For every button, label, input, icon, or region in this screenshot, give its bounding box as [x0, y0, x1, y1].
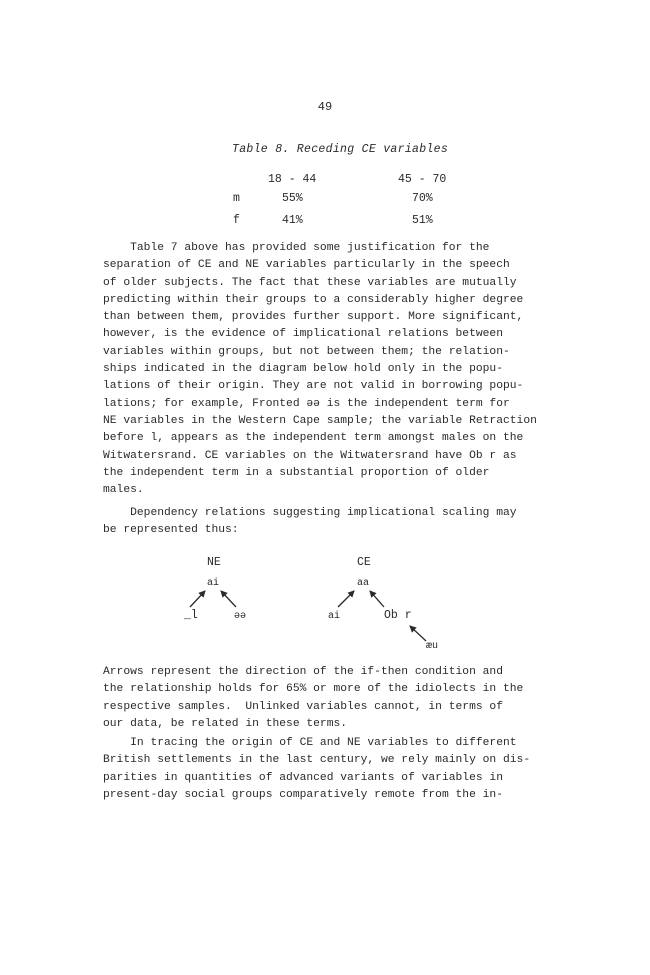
text-line: before l, appears as the independent term amongst males on the [103, 432, 524, 445]
text-line: be represented thus: [103, 524, 239, 537]
paragraph-4 [103, 735, 563, 804]
ce-top-variable: aa [357, 578, 370, 589]
text-line: respective samples. Unlinked variables cannot, in terms of [103, 700, 503, 713]
ce-bottom-variable: æu [426, 641, 439, 652]
page-number: 49 [317, 100, 333, 114]
ne-left-variable: _l [184, 609, 198, 622]
text-line: present-day social groups comparatively remote from the in- [103, 788, 503, 801]
text-line: NE variables in the Western Cape sample; the variable Retraction [103, 414, 537, 427]
text-line: variables within groups, but not between them; the relation- [103, 345, 510, 358]
table-caption: Table 8. Receding CE variables [232, 143, 449, 156]
text-line: Dependency relations suggesting implicational scaling may [103, 507, 517, 519]
text-line: of older subjects. The fact that these variables are mutually [103, 276, 517, 289]
text-line: our data, be related in these terms. [103, 717, 348, 730]
column-header: 45 - 70 [398, 173, 447, 186]
arrow [370, 591, 384, 607]
ne-label: NE [207, 556, 221, 569]
text-line: than between them, provides further support. More significant, [103, 311, 524, 324]
text-line: males. [103, 484, 144, 497]
text-line: In tracing the origin of CE and NE variables to different [103, 737, 517, 749]
column-header: 18 - 44 [268, 173, 317, 186]
text-line: lations; for example, Fronted əə is the independent term for [103, 397, 510, 410]
text-line: lations of their origin. They are not valid in borrowing popu- [103, 380, 524, 393]
text-line: however, is the evidence of implicational relations between [103, 328, 503, 341]
arrow [221, 591, 236, 607]
table-cell: 51% [412, 214, 433, 227]
text-line: separation of CE and NE variables particularly in the speech [103, 259, 510, 272]
ce-left-variable: ai [328, 611, 341, 622]
ce-label: CE [357, 556, 371, 569]
text-line: British settlements in the last century, we rely mainly on dis- [103, 754, 531, 767]
text-line: the independent term in a substantial proportion of older [103, 466, 490, 479]
text-line: ships indicated in the diagram below hold only in the popu- [103, 363, 503, 376]
ne-right-variable: əə [234, 611, 247, 622]
arrow [338, 591, 354, 607]
table-cell: 55% [282, 192, 303, 205]
ce-right-variable: Ob r [384, 609, 412, 622]
row-label: f [233, 214, 240, 227]
text-line: Table 7 above has provided some justification for the [103, 242, 490, 254]
arrow [190, 591, 205, 607]
ne-top-variable: ai [207, 578, 220, 589]
row-label: m [233, 192, 240, 205]
table-cell: 41% [282, 214, 303, 227]
text-line: the relationship holds for 65% or more of the idiolects in the [103, 683, 524, 696]
text-line: Arrows represent the direction of the if-then condition and [103, 666, 503, 678]
arrow [410, 626, 426, 641]
paragraph-3 [103, 664, 563, 733]
text-line: parities in quantities of advanced variants of variables in [103, 771, 503, 784]
table-cell: 70% [412, 192, 433, 205]
text-line: predicting within their groups to a considerably higher degree [103, 293, 524, 306]
text-line: Witwatersrand. CE variables on the Witwatersrand have Ob r as [103, 449, 517, 462]
